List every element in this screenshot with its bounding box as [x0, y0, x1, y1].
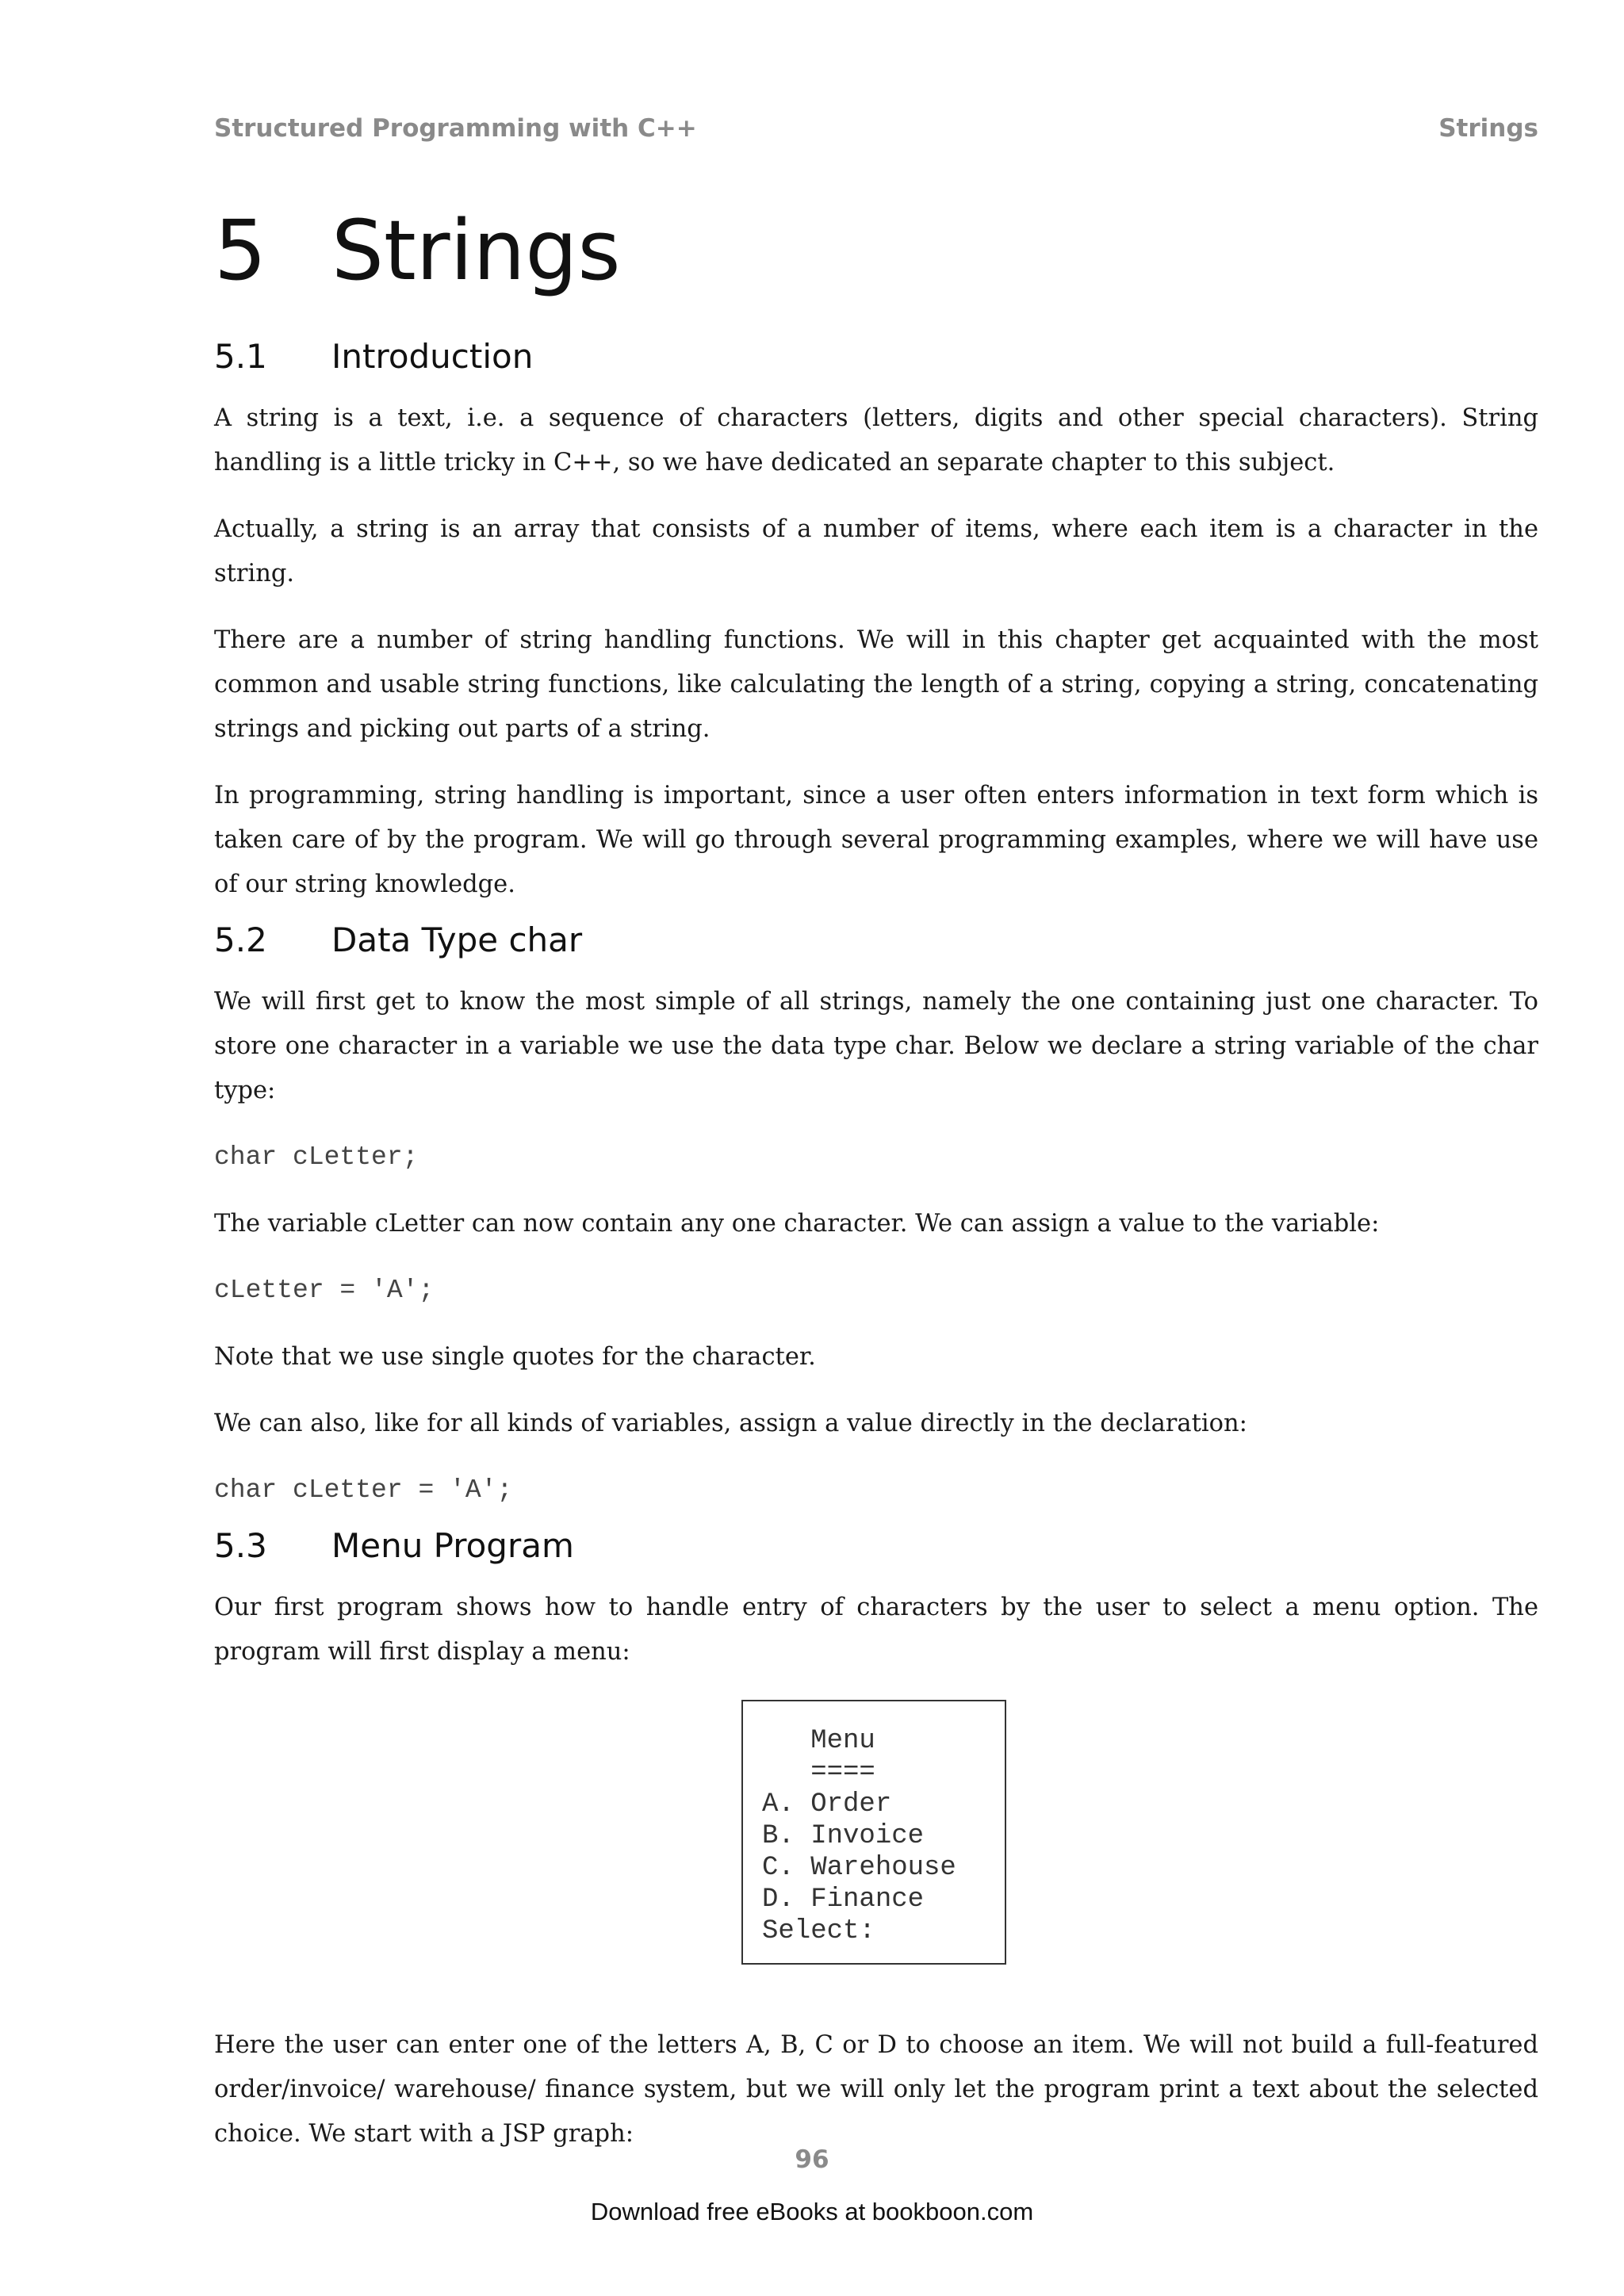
section-title-text: Introduction	[331, 337, 534, 376]
paragraph: We can also, like for all kinds of variables, assign a value directly in the declaration:	[214, 1410, 1247, 1437]
paragraph: We will first get to know the most simple of all strings, namely the one containing just one character. To store one character in a variable we use the data type char. Below we declare a string variable of the char type:	[214, 988, 1538, 1104]
paragraph: Actually, a string is an array that consists of a number of items, where each item is a character in the string.	[214, 515, 1538, 587]
code-snippet: char cLetter;	[214, 1142, 419, 1172]
header-book-title: Structured Programming with C++	[214, 114, 697, 143]
chapter-title	[214, 198, 1538, 303]
paragraph: A string is a text, i.e. a sequence of characters (letters, digits and other special characters). String handling is a little tricky in C++, so we have dedicated an separate chapter to this subject.	[214, 404, 1538, 476]
page-number: 96	[795, 2145, 829, 2174]
page-content	[214, 198, 1538, 2179]
paragraph: Note that we use single quotes for the character.	[214, 1343, 816, 1371]
paragraph: The variable cLetter can now contain any one character. We can assign a value to the variable:	[214, 1210, 1380, 1238]
chapter-number: 5	[214, 202, 267, 299]
paragraph: There are a number of string handling functions. We will in this chapter get acquainted with the most common and usable string functions, like calculating the length of a string, copying a string, concatenating strings and picking out parts of a string.	[214, 626, 1538, 743]
running-header	[214, 114, 1538, 149]
section-heading-introduction	[214, 335, 1538, 379]
section-number: 5.3	[214, 1526, 267, 1565]
section-number: 5.2	[214, 920, 267, 959]
header-chapter-name: Strings	[1438, 114, 1538, 143]
chapter-title-text: Strings	[331, 202, 621, 299]
menu-output-box: Menu ==== A. Order B. Invoice C. Warehouse D. Finance Select:	[741, 1700, 1006, 1965]
code-snippet: char cLetter = 'A';	[214, 1475, 513, 1505]
section-number: 5.1	[214, 337, 267, 376]
menu-figure	[214, 1674, 1538, 2023]
section-heading-data-type-char	[214, 918, 1538, 962]
section-title-text: Menu Program	[331, 1526, 574, 1565]
section-heading-menu-program	[214, 1524, 1538, 1568]
paragraph: Our first program shows how to handle entry of characters by the user to select a menu option. The program will first display a menu:	[214, 1594, 1538, 1666]
paragraph: Here the user can enter one of the letters A, B, C or D to choose an item. We will not build a full-featured order/invoice/ warehouse/ finance system, but we will only let the program print a text about the selected choice. We start with a JSP graph:	[214, 2031, 1538, 2148]
section-title-text: Data Type char	[331, 920, 583, 959]
code-snippet: cLetter = 'A';	[214, 1276, 435, 1305]
footer-promo-text: Download free eBooks at bookboon.com	[590, 2198, 1034, 2225]
paragraph: In programming, string handling is important, since a user often enters information in text form which is taken care of by the program. We will go through several programming examples, where we will have use of our string knowledge.	[214, 782, 1538, 898]
